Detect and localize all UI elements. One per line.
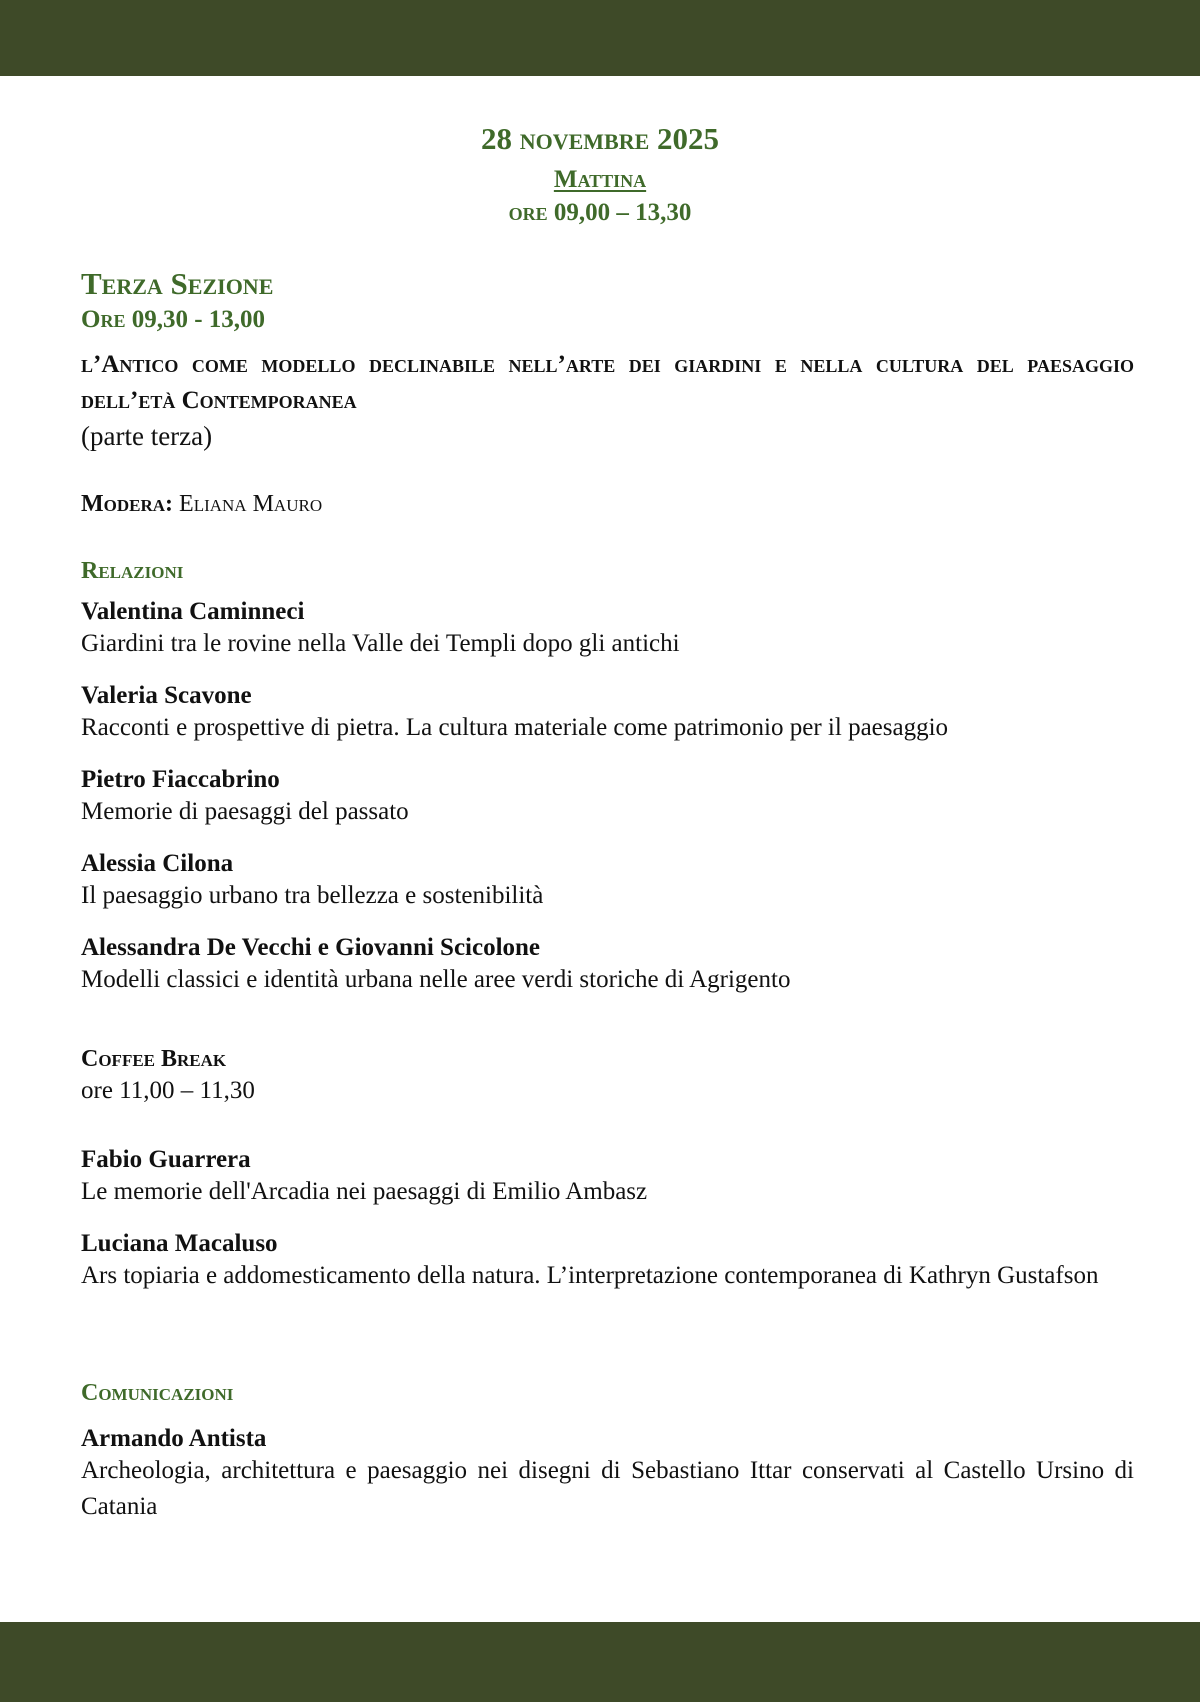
speaker-name: Luciana Macaluso — [81, 1230, 278, 1257]
talk-item — [81, 934, 1134, 998]
talk-title: Archeologia, architettura e paesaggio nei disegni di Sebastiano Ittar conservati al Castello Ursino di Catania — [81, 1457, 1134, 1520]
speaker-name: Armando Antista — [81, 1425, 267, 1452]
comunicazioni-heading: Comunicazioni — [81, 1380, 234, 1406]
talk-item — [81, 598, 1134, 662]
speaker-name: Valentina Caminneci — [81, 598, 305, 625]
talk-title: Racconti e prospettive di pietra. La cultura materiale come patrimonio per il paesaggio — [81, 714, 949, 741]
section-title: Terza Sezione — [81, 266, 274, 301]
coffee-break-hours: ore 11,00 – 11,30 — [81, 1077, 255, 1104]
talk-title: Il paesaggio urbano tra bellezza e sostenibilità — [81, 882, 544, 909]
talk-title: Le memorie dell'Arcadia nei paesaggi di Emilio Ambasz — [81, 1178, 648, 1205]
coffee-break-label: Coffee Break — [81, 1046, 227, 1072]
moderator-label: Modera: — [81, 491, 174, 517]
event-date — [0, 121, 1200, 157]
talk-item — [81, 1146, 1134, 1210]
relazioni-heading: Relazioni — [81, 558, 184, 584]
talk-item — [81, 850, 1134, 914]
section-part: (parte terza) — [81, 421, 213, 451]
speaker-name: Alessandra De Vecchi e Giovanni Scicolone — [81, 934, 541, 961]
moderator — [81, 491, 1134, 518]
section-hours: Ore 09,30 - 13,00 — [81, 306, 266, 333]
talk-item — [81, 766, 1134, 830]
talk-item — [81, 1230, 1134, 1294]
talk-item — [81, 1425, 1134, 1525]
talk-item — [81, 682, 1134, 746]
coffee-break — [81, 1046, 1134, 1109]
speaker-name: Valeria Scavone — [81, 682, 252, 709]
speaker-name: Pietro Fiaccabrino — [81, 766, 280, 793]
talk-title: Ars topiaria e addomesticamento della natura. L’interpretazione contemporanea di Kathryn Gustafson — [81, 1262, 1099, 1289]
header-band — [0, 0, 1200, 76]
talk-title: Memorie di paesaggi del passato — [81, 798, 409, 825]
footer-band — [0, 1622, 1200, 1702]
speaker-name: Alessia Cilona — [81, 850, 234, 877]
period-hours: ore 09,00 – 13,30 — [508, 199, 692, 226]
period-label: Mattina — [553, 166, 647, 193]
talk-title: Modelli classici e identità urbana nelle aree verdi storiche di Agrigento — [81, 966, 791, 993]
date-text: 28 novembre 2025 — [480, 121, 720, 156]
section-theme: l’Antico come modello declinabile nell’arte dei giardini e nella cultura del paesaggio dell’età Contemporanea — [81, 351, 1134, 414]
talk-title: Giardini tra le rovine nella Valle dei Templi dopo gli antichi — [81, 630, 680, 657]
speaker-name: Fabio Guarrera — [81, 1146, 251, 1173]
moderator-name: Eliana Mauro — [179, 491, 323, 517]
